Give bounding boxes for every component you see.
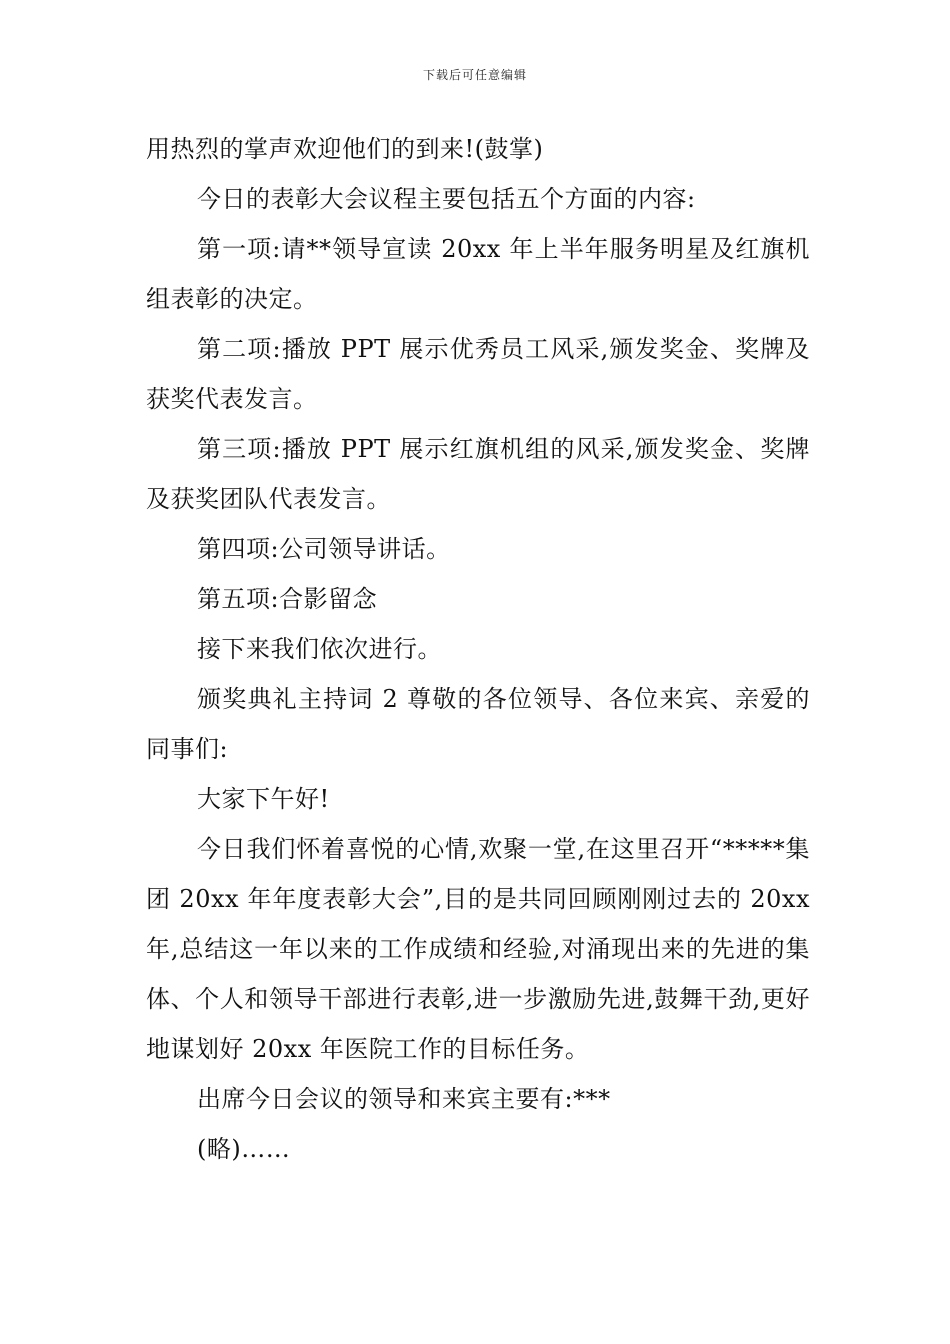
- paragraph-meeting-purpose: 今日我们怀着喜悦的心情,欢聚一堂,在这里召开“*****集团 20xx 年年度表彰大会”,目的是共同回顾刚刚过去的 20xx 年,总结这一年以来的工作成绩和经验,对涌现出来的先进的集体、个人和领导干部进行表彰,进一步激励先进,鼓舞干劲,更好地谋划好 20xx 年医院工作的目标任务。: [146, 835, 810, 1063]
- paragraph-speech-2-greeting: 颁奖典礼主持词 2 尊敬的各位领导、各位来宾、亲爱的同事们:: [146, 685, 810, 763]
- paragraph-applause: 用热烈的掌声欢迎他们的到来!(鼓掌): [146, 135, 544, 163]
- paragraph-agenda-item-1: 第一项:请**领导宣读 20xx 年上半年服务明星及红旗机组表彰的决定。: [146, 235, 810, 313]
- paragraph-agenda-item-5: 第五项:合影留念: [197, 585, 378, 613]
- paragraph-agenda-intro: 今日的表彰大会议程主要包括五个方面的内容:: [197, 185, 696, 213]
- paragraph-proceed: 接下来我们依次进行。: [197, 635, 442, 663]
- paragraph-agenda-item-2: 第二项:播放 PPT 展示优秀员工风采,颁发奖金、奖牌及获奖代表发言。: [146, 335, 810, 413]
- paragraph-agenda-item-4: 第四项:公司领导讲话。: [197, 535, 451, 563]
- paragraph-omitted: (略)……: [197, 1135, 291, 1163]
- download-note: 下载后可任意编辑: [422, 68, 527, 82]
- paragraph-attendees: 出席今日会议的领导和来宾主要有:***: [197, 1085, 611, 1113]
- paragraph-agenda-item-3: 第三项:播放 PPT 展示红旗机组的风采,颁发奖金、奖牌及获奖团队代表发言。: [146, 435, 810, 513]
- paragraph-good-afternoon: 大家下午好!: [197, 785, 330, 813]
- document-body: [146, 124, 810, 1174]
